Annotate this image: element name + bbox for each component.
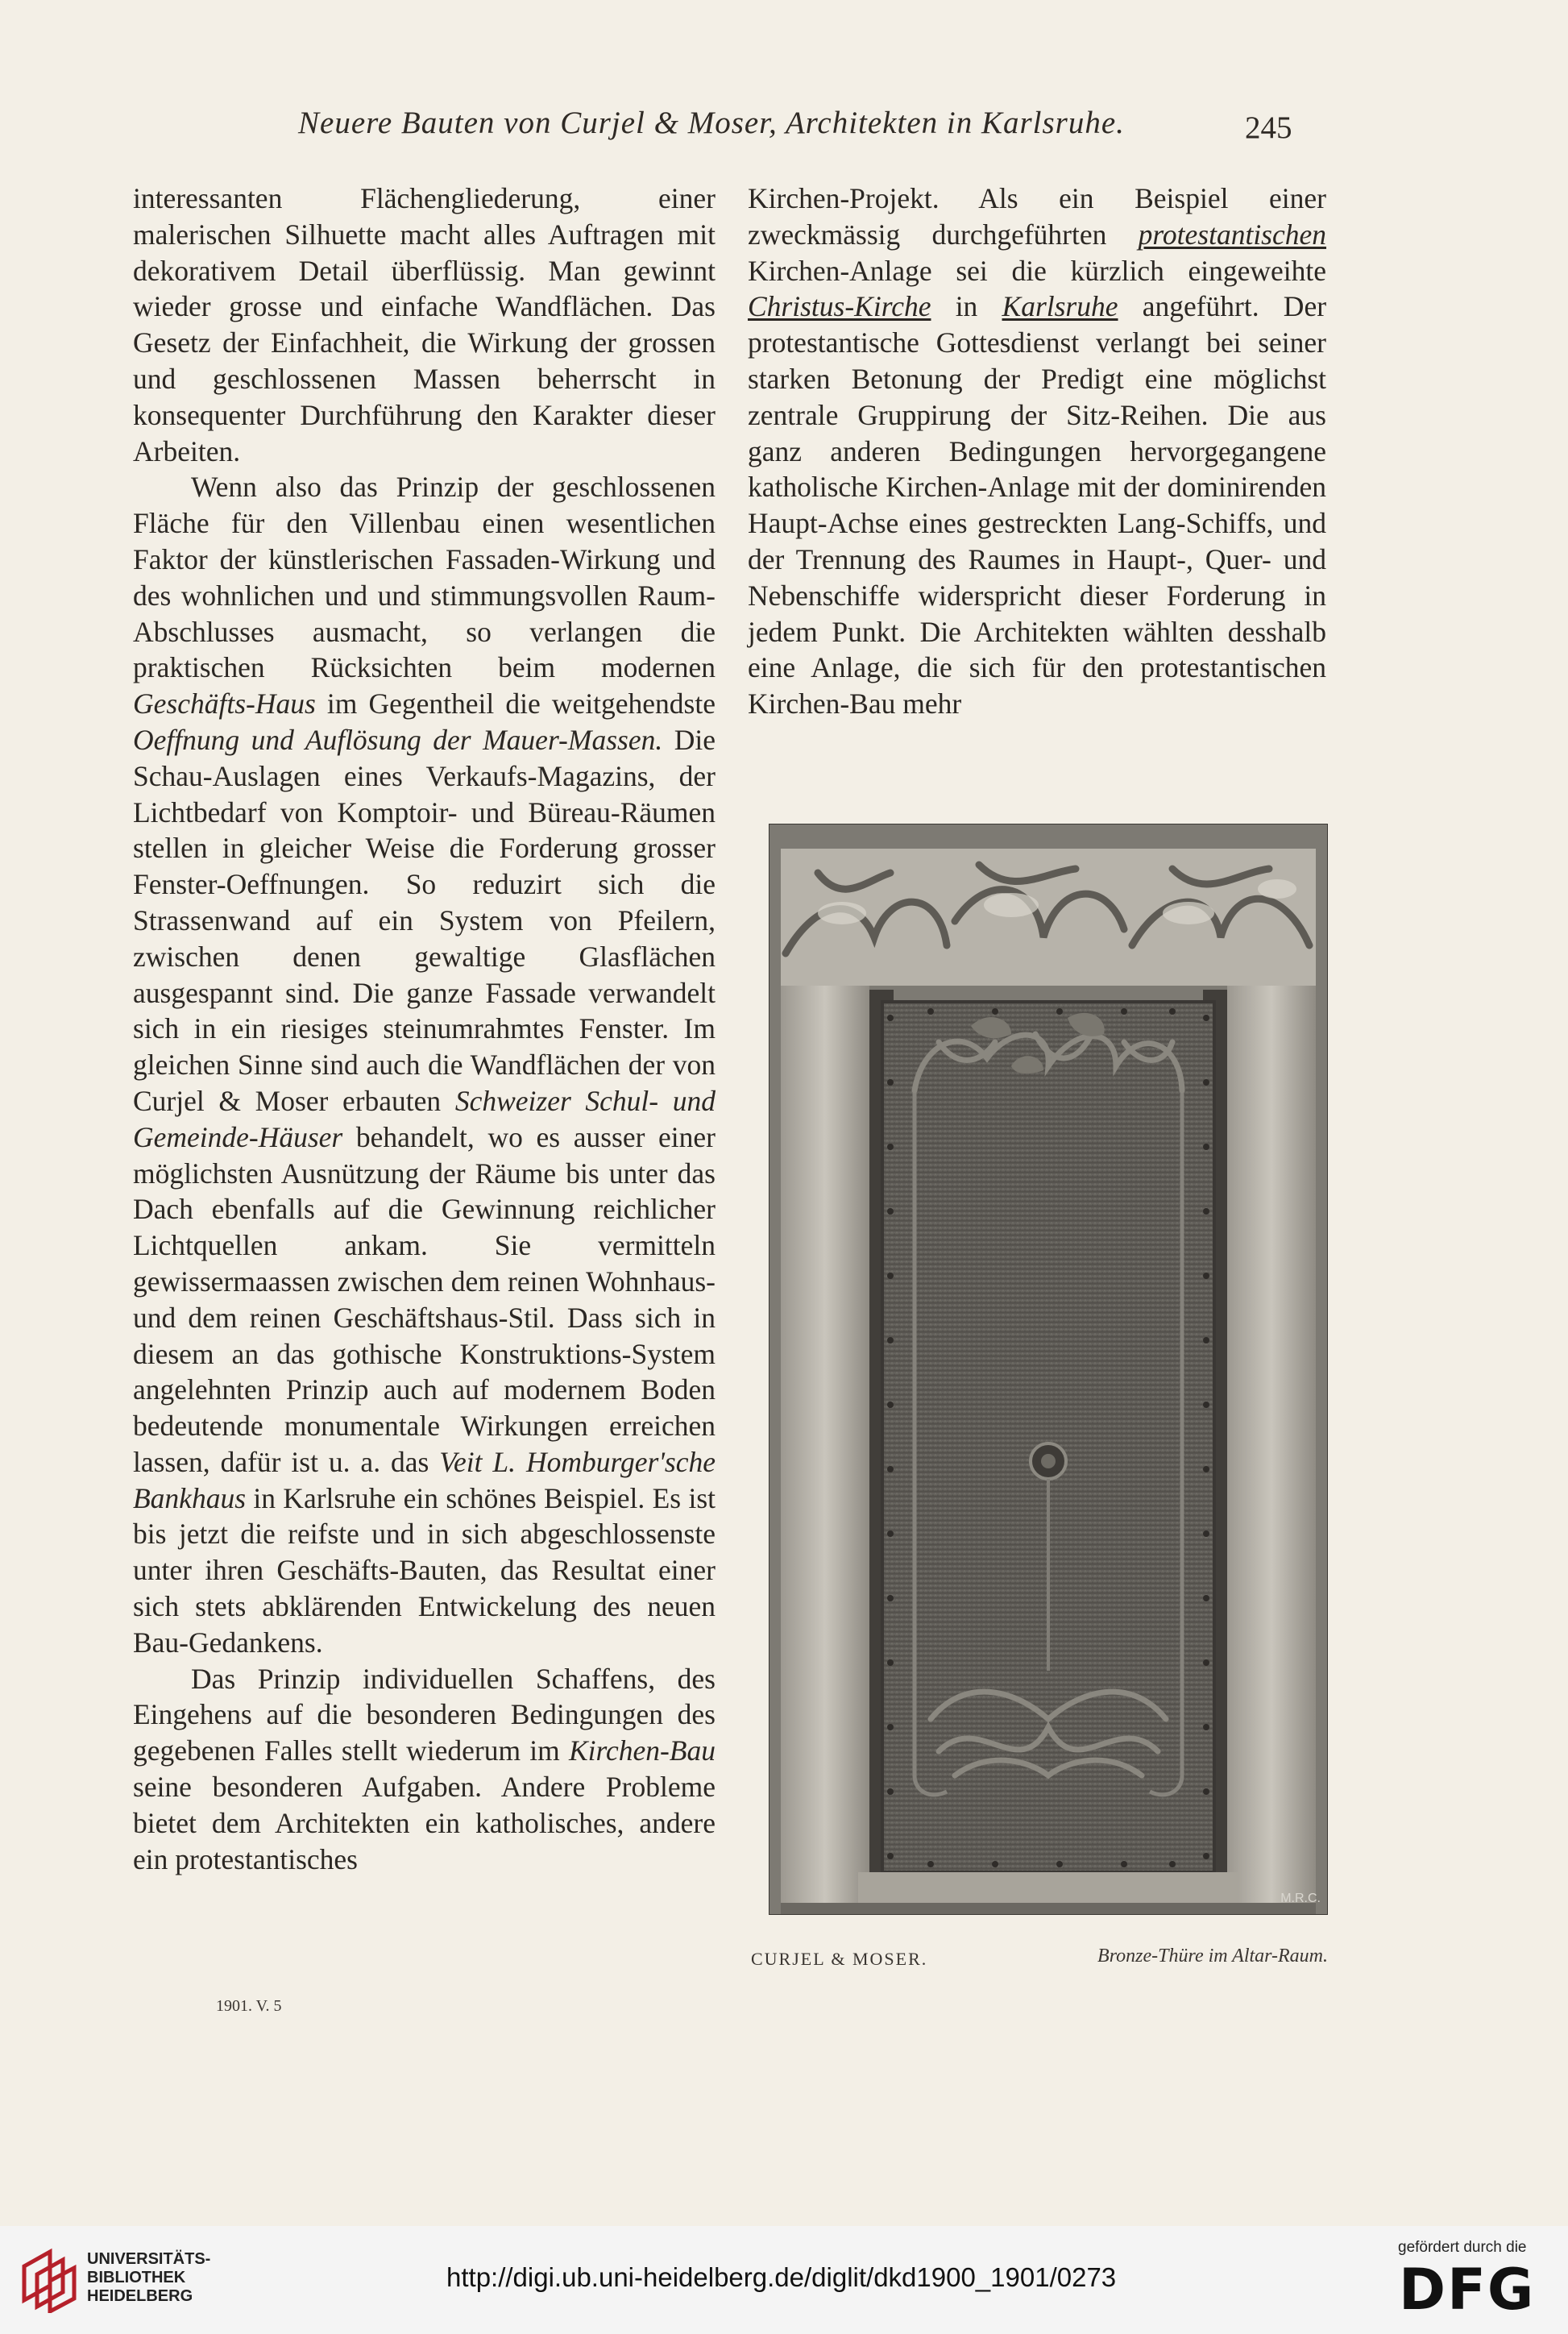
door-illustration <box>769 824 1327 1914</box>
italic-term: Oeffnung und Auflösung der Mauer-Massen. <box>133 723 663 756</box>
page-number: 245 <box>1245 110 1292 145</box>
funding-note: gefördert durch die <box>1398 2239 1527 2256</box>
bronze-door-photo <box>769 824 1328 1915</box>
running-title: Neuere Bauten von Curjel & Moser, Architekten in Karlsruhe. <box>298 106 1125 140</box>
university-library-logo <box>18 2244 77 2313</box>
digitization-footer <box>0 2226 1568 2334</box>
figure-credit: CURJEL & MOSER. <box>751 1949 928 1969</box>
paragraph-2: Wenn also das Prinzip der geschlossenen Fläche für den Villenbau einen wesentlichen Faktor der künstlerischen Fassaden-Wirkung und des wohnlichen und und stimmungsvollen Raum-Abschlusses ausmacht, so verlangen die praktischen Rücksichten beim modernen Geschäfts-Haus im Gegentheil die weitgehendste Oeffnung und Auflösung der Mauer-Massen. Die Schau-Auslagen eines Verkaufs-Magazins, der Lichtbedarf von Komptoir- und Büreau-Räumen stellen in gleicher Weise die Forderung grosser Fenster-Oeffnungen. So reduzirt sich die Strassenwand auf ein System von Pfeilern, zwischen denen gewaltige Glasflächen ausgespannt sind. Die ganze Fassade verwandelt sich in ein riesiges steinumrahmtes Fenster. Im gleichen Sinne sind auch die Wandflächen der von Curjel & Moser erbauten Schweizer Schul- und Gemeinde-Häuser behandelt, wo es ausser einer möglichsten Ausnützung der Räume bis unter das Dach ebenfalls auf die Gewinnung reichlicher Lichtquellen ankam. Sie vermitteln gewissermaassen zwischen dem reinen Wohnhaus- und dem reinen Geschäftshaus-Stil. Dass sich in diesem an das gothische Konstruktions-System angelehnten Prinzip auch auf modernem Boden bedeutende monumentale Wirkungen erreichen lassen, dafür ist u. a. das Veit L. Homburger'sche Bankhaus in Karlsruhe ein schönes Beispiel. Es ist bis jetzt die reifste und in sich abgeschlossenste unter ihren Geschäfts-Bauten, das Resultat einer sich stets abklärenden Entwickelung des neuen Bau-Gedankens. <box>133 471 716 1659</box>
figure-caption: Bronze-Thüre im Altar-Raum. <box>1097 1946 1328 1966</box>
italic-term: Veit L. Homburger'sche Bankhaus <box>133 1445 716 1514</box>
dfg-logo: DFG <box>1399 2257 1536 2323</box>
paragraph-1: interessanten Flächengliederung, einer malerischen Silhuette macht alles Auftragen mit dekorativem Detail überflüssig. Man gewinnt wieder grosse und einfache Wandflächen. Das Gesetz der Einfachheit, die Wirkung der grossen und geschlossenen Massen beherrscht in konsequenter Durchführung den Karakter dieser Arbeiten. <box>133 182 716 467</box>
italic-term: Karlsruhe <box>1002 290 1118 323</box>
right-text-column <box>748 181 1326 722</box>
italic-term: protestantischen <box>1138 218 1327 251</box>
italic-term: Schweizer Schul- und Gemeinde-Häuser <box>133 1084 716 1153</box>
italic-term: Geschäfts-Haus <box>133 687 316 721</box>
left-door-jamb <box>781 986 869 1904</box>
italic-term: Kirchen-Bau <box>568 1734 716 1767</box>
printer-signature: 1901. V. 5 <box>216 1997 282 2015</box>
paragraph-right: Kirchen-Projekt. Als ein Beispiel einer zweckmässig durchgeführten protestantischen Kirchen-Anlage sei die kürzlich eingeweihte Christus-Kirche in Karlsruhe angeführt. Der protestantische Gottesdienst verlangt bei seiner starken Betonung der Predigt eine möglichst zentrale Gruppirung der Sitz-Reihen. Die aus ganz anderen Bedingungen hervorgegangene katholische Kirchen-Anlage mit der dominirenden Haupt-Achse eines gestreckten Lang-Schiffs, und der Trennung des Raumes in Haupt-, Quer- und Nebenschiffe widerspricht dieser Forderung in jedem Punkt. Die Architekten wählten desshalb eine Anlage, die sich für den protestantischen Kirchen-Bau mehr <box>748 182 1327 721</box>
paragraph-3: Das Prinzip individuellen Schaffens, des Eingehens auf die besonderen Bedingungen des gegebenen Falles stellt wiederum im Kirchen-Bau seine besonderen Aufgaben. Andere Probleme bietet dem Architekten ein katholisches, andere ein protestantisches <box>133 1662 716 1875</box>
photo-mark: M.R.C. <box>1280 1892 1321 1905</box>
right-door-jamb <box>1227 986 1316 1904</box>
library-name: UNIVERSITÄTS- BIBLIOTHEK HEIDELBERG <box>87 2250 211 2305</box>
italic-term: Christus-Kirche <box>748 290 931 323</box>
permalink-url[interactable]: http://digi.ub.uni-heidelberg.de/diglit/dkd1900_1901/0273 <box>446 2262 1117 2292</box>
bronze-door-leaf <box>882 1002 1214 1872</box>
left-text-column <box>133 181 716 1877</box>
